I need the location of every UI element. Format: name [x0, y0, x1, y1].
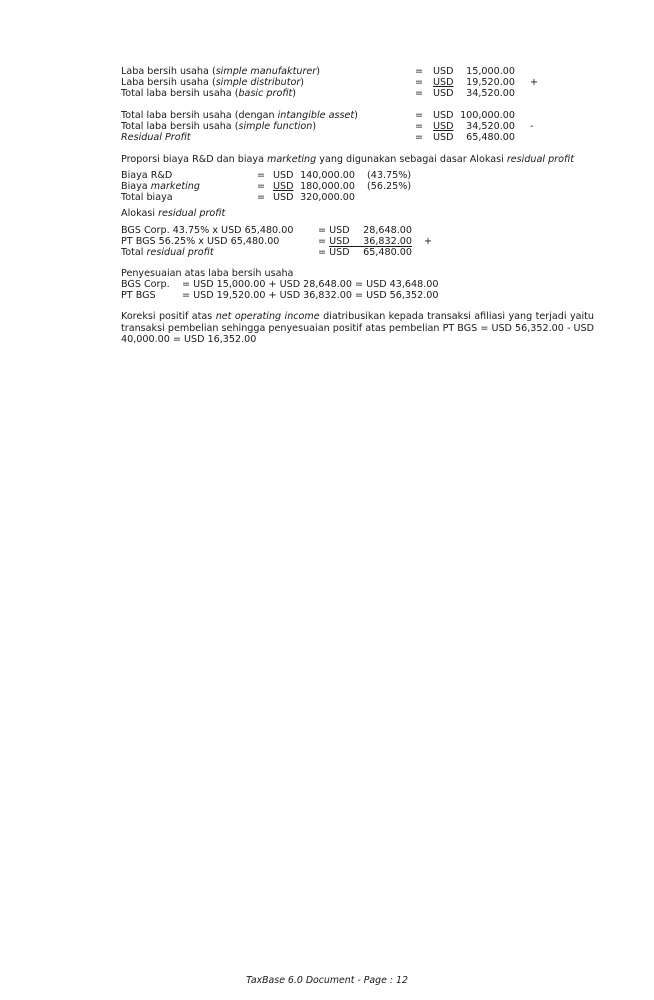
paragraph-emphasis: net operating income — [215, 311, 320, 322]
entity-label: BGS Corp. — [121, 279, 170, 290]
table-row — [0, 88, 654, 99]
currency: USD — [273, 170, 294, 181]
table-row — [0, 66, 654, 77]
heading-emphasis: residual profit — [158, 208, 226, 219]
heading-emphasis: marketing — [267, 154, 317, 165]
heading-text: Proporsi biaya R&D dan biaya — [121, 154, 267, 165]
label-text: Laba bersih usaha ( — [121, 66, 216, 77]
amount: 180,000.00 — [300, 181, 355, 192]
table-row — [0, 181, 654, 192]
proportion-heading — [121, 154, 574, 165]
equals-sign: = — [415, 110, 424, 121]
row-label — [121, 88, 296, 99]
label-text: ) — [292, 88, 297, 99]
currency: USD — [273, 192, 294, 203]
page-footer: TaxBase 6.0 Document - Page : 12 — [246, 975, 408, 986]
percentage: (43.75%) — [367, 170, 412, 181]
amount: 140,000.00 — [300, 170, 355, 181]
label-emphasis: marketing — [150, 181, 200, 192]
table-row — [0, 110, 654, 121]
formula: = USD 15,000.00 + USD 28,648.00 = USD 43,648.00 — [182, 279, 439, 290]
equals-sign: = — [415, 132, 424, 143]
label-text: Total biaya — [121, 192, 173, 203]
currency: USD — [433, 88, 454, 99]
currency: USD — [433, 77, 454, 88]
amount: 34,520.00 — [466, 121, 515, 132]
amount: 15,000.00 — [466, 66, 515, 77]
row-label — [121, 192, 173, 203]
equals-sign: = — [257, 170, 266, 181]
equals-sign: = — [257, 192, 266, 203]
currency: USD — [433, 121, 454, 132]
row-label — [121, 225, 293, 236]
currency: USD — [433, 132, 454, 143]
label-text: ) — [316, 66, 320, 77]
table-row — [0, 77, 654, 88]
equals-sign: = — [415, 66, 424, 77]
equals-sign: = — [257, 181, 266, 192]
label-emphasis: basic profit — [238, 88, 293, 99]
amount: 36,832.00 — [363, 236, 412, 247]
amount: 34,520.00 — [466, 88, 515, 99]
equals-currency: = USD — [318, 247, 350, 258]
label-text: Biaya R&D — [121, 170, 173, 181]
amount: 28,648.00 — [363, 225, 412, 236]
heading-text: yang digunakan sebagai dasar Alokasi — [316, 154, 507, 165]
operator: + — [530, 77, 539, 88]
amount: 100,000.00 — [460, 110, 515, 121]
row-label — [121, 110, 358, 121]
entity-label: PT BGS — [121, 290, 156, 301]
label-emphasis: simple manufakturer — [215, 66, 317, 77]
label-text: Total laba bersih usaha (dengan — [121, 110, 278, 121]
currency: USD — [433, 110, 454, 121]
label-emphasis: simple function — [238, 121, 313, 132]
underlined-amount — [273, 181, 355, 192]
row-label — [121, 181, 200, 192]
row-label — [121, 77, 304, 88]
amount: 65,480.00 — [466, 132, 515, 143]
currency: USD — [273, 181, 294, 192]
correction-paragraph — [121, 311, 594, 346]
paragraph-text: Koreksi positif atas — [121, 311, 216, 322]
amount: 19,520.00 — [466, 77, 515, 88]
equals-sign: = — [415, 121, 424, 132]
equals-currency: = USD — [318, 236, 350, 247]
label-text: ) — [300, 77, 305, 88]
amount: 65,480.00 — [363, 247, 412, 258]
amount: 320,000.00 — [300, 192, 355, 203]
table-row — [0, 132, 654, 143]
table-row — [0, 170, 654, 181]
label-text: Total — [121, 247, 147, 258]
table-row — [0, 192, 654, 203]
adjustment-heading: Penyesuaian atas laba bersih usaha — [121, 268, 294, 279]
operator: - — [530, 121, 534, 132]
operator: + — [424, 236, 433, 247]
label-text: Biaya — [121, 181, 151, 192]
label-emphasis: intangible asset — [277, 110, 355, 121]
underlined-amount — [433, 121, 515, 132]
row-label — [121, 236, 279, 247]
label-text: Total laba bersih usaha ( — [121, 88, 239, 99]
row-label — [121, 121, 316, 132]
label-text: PT BGS 56.25% x USD 65,480.00 — [121, 236, 280, 247]
label-emphasis: simple distributor — [215, 77, 301, 88]
label-text: ) — [312, 121, 317, 132]
table-row — [0, 236, 654, 247]
equals-sign: = — [415, 77, 424, 88]
underlined-amount — [433, 77, 515, 88]
allocation-heading — [121, 208, 225, 219]
adjustment-row — [0, 290, 654, 301]
adjustment-row — [0, 279, 654, 290]
table-row — [0, 247, 654, 258]
row-label — [121, 132, 191, 143]
table-row — [0, 225, 654, 236]
equals-sign: = — [415, 88, 424, 99]
equals-currency: = USD — [318, 225, 350, 236]
label-emphasis: Residual Profit — [121, 132, 191, 143]
row-label — [121, 247, 214, 258]
heading-emphasis: residual profit — [506, 154, 574, 165]
heading-text: Alokasi — [121, 208, 159, 219]
paragraph-text: diatribusikan kepada transaksi afiliasi yang terjadi yaitu transaksi pembelian sehingga penyesuaian positif atas pembelian PT BGS = USD 56,352.00 - USD 40,000.00 = USD 16,352.00 — [121, 311, 595, 345]
row-label — [121, 170, 172, 181]
label-emphasis: residual profit — [146, 247, 214, 258]
label-text: BGS Corp. 43.75% x USD 65,480.00 — [121, 225, 294, 236]
label-text: Laba bersih usaha ( — [121, 77, 216, 88]
formula: = USD 19,520.00 + USD 36,832.00 = USD 56,352.00 — [182, 290, 439, 301]
table-row — [0, 121, 654, 132]
percentage: (56.25%) — [367, 181, 412, 192]
currency: USD — [433, 66, 454, 77]
label-text: Total laba bersih usaha ( — [121, 121, 239, 132]
label-text: ) — [354, 110, 358, 121]
row-label — [121, 66, 320, 77]
